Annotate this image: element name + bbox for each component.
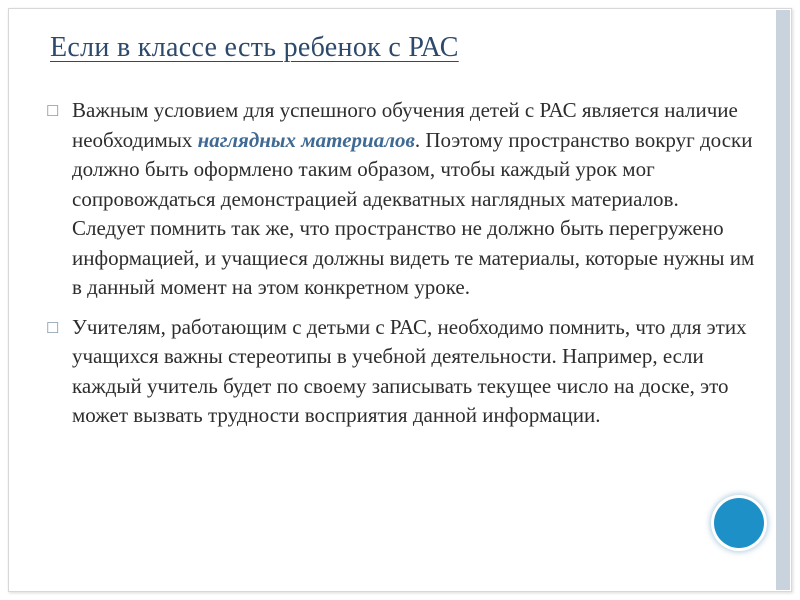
bullet-text-end: . Поэтому пространство вокруг доски должно быть оформлено таким образом, чтобы каждый урок мог сопровождаться демонстрацией адекватных наглядных материалов. Следует помнить так же, что пространство не должно быть перегружено информацией, и учащиеся должны видеть те материалы, которые нужны им в данный момент на этом конкретном уроке. bbox=[72, 127, 755, 299]
bullet-item bbox=[46, 96, 756, 303]
decorative-circle bbox=[714, 498, 764, 548]
slide-title: Если в классе есть ребенок с РАС bbox=[50, 32, 459, 63]
side-stripe bbox=[776, 10, 790, 590]
bullet-item bbox=[46, 313, 756, 431]
bullet-text: Учителям, работающим с детьми с РАС, необходимо помнить, что для этих учащихся важны стереотипы в учебной деятельности. Например, если каждый учитель будет по своему записывать текущее число на доске, это может вызвать трудности восприятия данной информации. bbox=[72, 314, 747, 427]
checkbox-bullet-icon: ☐ bbox=[46, 104, 60, 120]
highlighted-phrase: наглядных материалов bbox=[197, 127, 415, 152]
checkbox-bullet-icon: ☐ bbox=[46, 320, 60, 337]
bullet-text-start: Важным условием для успешного обучения детей с РАС является наличие необходимых bbox=[72, 98, 738, 152]
bullet-list bbox=[46, 96, 756, 441]
